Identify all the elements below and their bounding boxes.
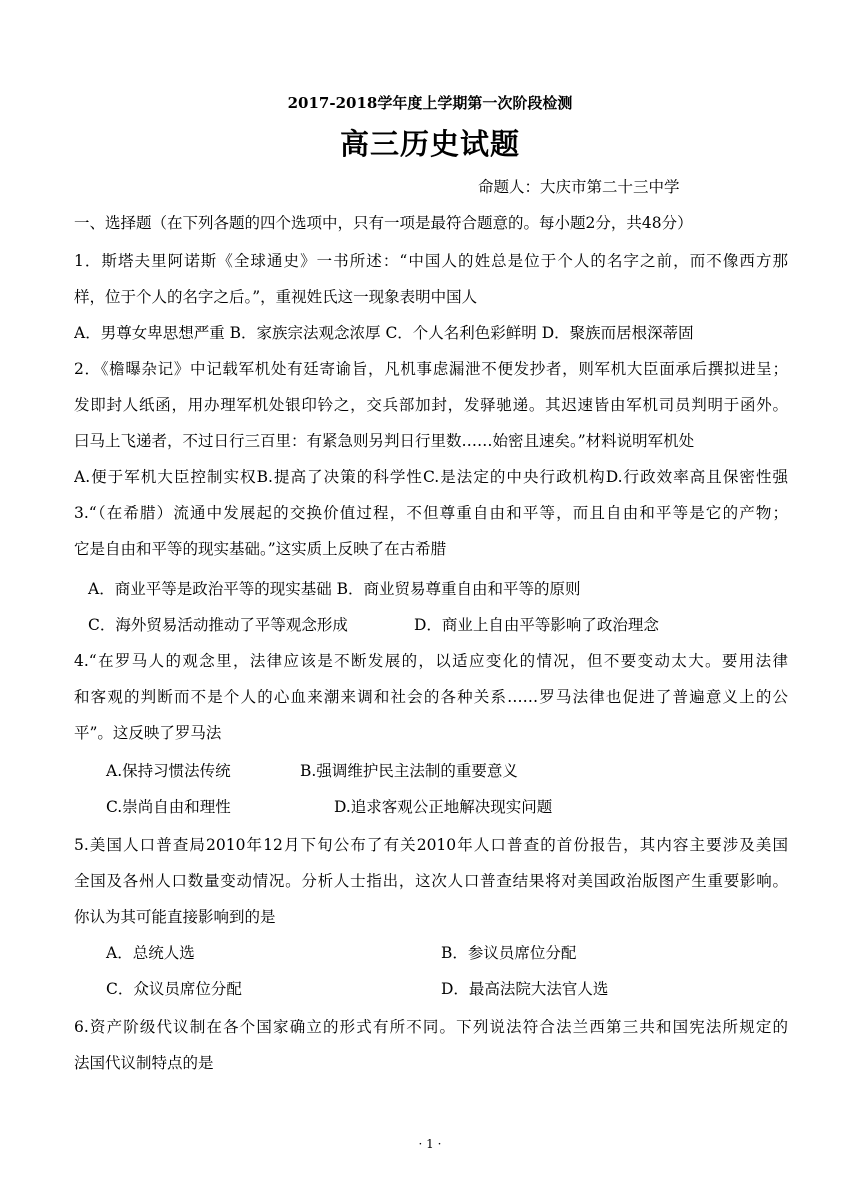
question-4-line-2: 和客观的判断而不是个人的心血来潮来调和社会的各种关系……罗马法律也促进了普遍意义上的公 xyxy=(74,688,788,706)
question-2-line-2: 发即封人纸函，用办理军机处银印钤之，交兵部加封，发驿驰递。其迟速皆由军机司员判明于函外。 xyxy=(74,396,788,414)
author-line: 命题人：大庆市第二十三中学 xyxy=(478,178,680,196)
question-3-line-1: 3.“（在希腊）流通中发展起的交换价值过程，不但尊重自由和平等，而且自由和平等是它的产物； xyxy=(74,504,788,522)
question-2-line-3: 曰马上飞递者，不过日行三百里：有紧急则另判日行里数……始密且速矣。”材料说明军机处 xyxy=(74,432,695,450)
question-3-option-c: C．海外贸易活动推动了平等观念形成 xyxy=(88,616,348,634)
question-5-option-c: C．众议员席位分配 xyxy=(106,980,242,998)
page-number: · 1 · xyxy=(418,1137,442,1151)
question-5-option-b: B．参议员席位分配 xyxy=(441,944,577,962)
question-2-options: A.便于军机大臣控制实权B.提高了决策的科学性C.是法定的中央行政机构D.行政效率高且保密性强 xyxy=(74,468,788,486)
question-1-options: A．男尊女卑思想严重 B．家族宗法观念浓厚 C．个人名利色彩鲜明 D．聚族而居根深蒂固 xyxy=(74,324,694,342)
question-3-option-ab: A．商业平等是政治平等的现实基础 B．商业贸易尊重自由和平等的原则 xyxy=(88,580,581,598)
question-4-option-b: B.强调维护民主法制的重要意义 xyxy=(300,762,518,780)
question-4-option-d: D.追求客观公正地解决现实问题 xyxy=(334,798,553,816)
page-title: 高三历史试题 xyxy=(339,127,520,161)
question-4-line-1: 4.“在罗马人的观念里，法律应该是不断发展的，以适应变化的情况，但不要变动太大。要用法律 xyxy=(74,652,788,670)
question-4-option-a: A.保持习惯法传统 xyxy=(106,762,231,780)
question-5-line-2: 全国及各州人口数量变动情况。分析人士指出，这次人口普查结果将对美国政治版图产生重要影响。 xyxy=(74,872,788,890)
question-4-line-3: 平”。这反映了罗马法 xyxy=(74,724,222,742)
question-3-line-2: 它是自由和平等的现实基础。”这实质上反映了在古希腊 xyxy=(74,540,447,558)
question-4-option-c: C.崇尚自由和理性 xyxy=(106,798,231,816)
question-5-option-d: D．最高法院大法官人选 xyxy=(441,980,609,998)
question-6-line-2: 法国代议制特点的是 xyxy=(74,1054,214,1072)
question-1-line-2: 样，位于个人的名字之后。”，重视姓氏这一现象表明中国人 xyxy=(74,288,478,306)
question-5-line-1: 5.美国人口普查局2010年12月下旬公布了有关2010年人口普查的首份报告，其内容主要涉及美国 xyxy=(74,836,788,854)
section-heading: 一、选择题（在下列各题的四个选项中，只有一项是最符合题意的。每小题2分，共48分） xyxy=(74,214,693,232)
question-5-option-a: A．总统人选 xyxy=(106,944,195,962)
question-3-option-d: D．商业上自由平等影响了政治理念 xyxy=(414,616,659,634)
question-5-line-3: 你认为其可能直接影响到的是 xyxy=(74,908,276,926)
question-1-line-1: 1．斯塔夫里阿诺斯《全球通史》一书所述：“中国人的姓总是位于个人的名字之前，而不像西方那 xyxy=(74,252,788,270)
exam-term-heading: 2017-2018学年度上学期第一次阶段检测 xyxy=(287,94,573,112)
question-2-line-1: 2．《檐曝杂记》中记载军机处有廷寄谕旨，凡机事虑漏泄不便发抄者，则军机大臣面承后撰拟进呈； xyxy=(74,360,788,378)
question-6-line-1: 6.资产阶级代议制在各个国家确立的形式有所不同。下列说法符合法兰西第三共和国宪法所规定的 xyxy=(74,1018,788,1036)
